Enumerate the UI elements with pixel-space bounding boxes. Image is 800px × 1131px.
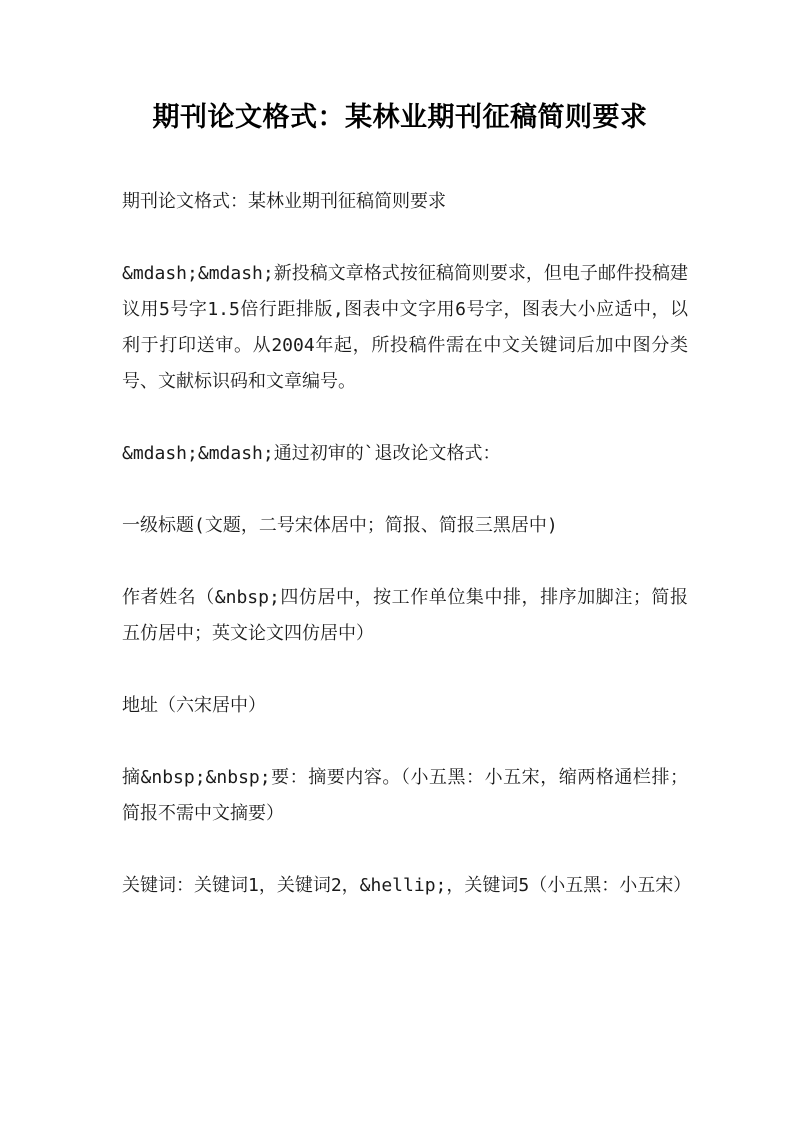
paragraph-subtitle: 期刊论文格式：某林业期刊征稿简则要求 xyxy=(122,191,446,212)
paragraph-keywords: 关键词：关键词1，关键词2，&hellip;，关键词5（小五黑：小五宋） xyxy=(122,875,692,896)
paragraph-heading-level-1: 一级标题(文题，二号宋体居中；简报、简报三黑居中) xyxy=(122,515,558,536)
paragraph-author-name: 作者姓名（&nbsp;四仿居中，按工作单位集中排，排序加脚注；简报五仿居中；英文论文四仿居中） xyxy=(122,587,688,644)
paragraph-abstract: 摘&nbsp;&nbsp;要：摘要内容。（小五黑：小五宋，缩两格通栏排；简报不需中文摘要） xyxy=(122,767,688,824)
paragraph-address: 地址（六宋居中） xyxy=(122,695,266,716)
paragraph-revision-format: &mdash;&mdash;通过初审的`退改论文格式： xyxy=(122,443,501,464)
document-body xyxy=(122,184,692,940)
document-title: 期刊论文格式：某林业期刊征稿简则要求 xyxy=(152,102,648,133)
paragraph-submission-format: &mdash;&mdash;新投稿文章格式按征稿简则要求，但电子邮件投稿建议用5号字1.5倍行距排版,图表中文字用6号字，图表大小应适中，以利于打印送审。从2004年起，所投稿件需在中文关键词后加中图分类号、文献标识码和文章编号。 xyxy=(122,263,688,392)
